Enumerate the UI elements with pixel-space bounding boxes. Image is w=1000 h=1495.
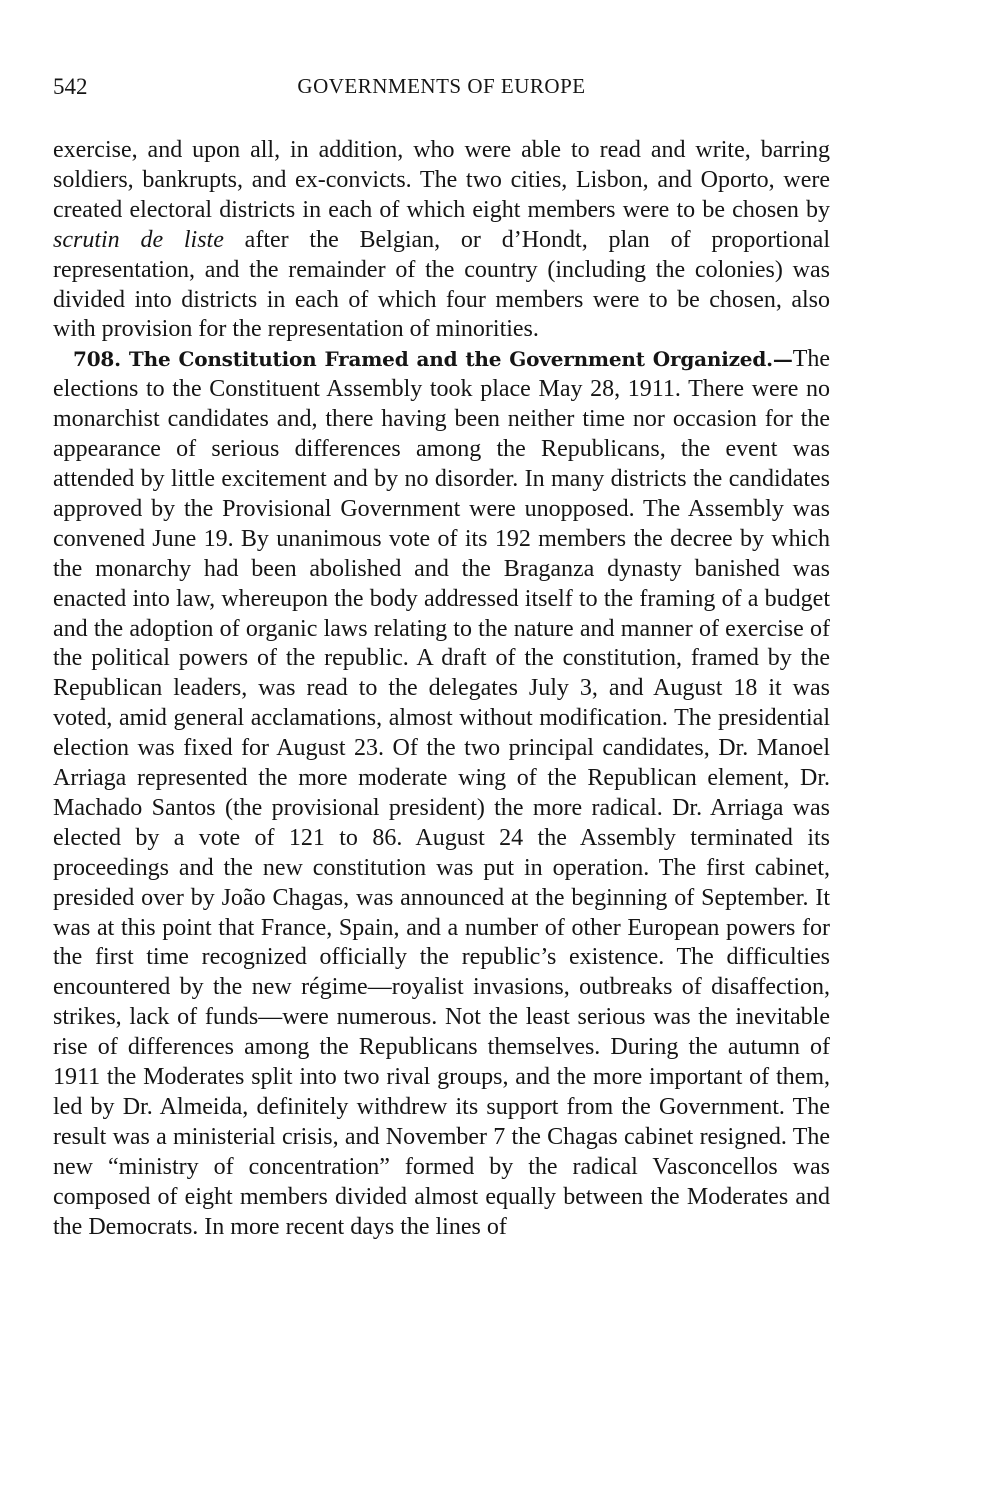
paragraph-text: exercise, and upon all, in addition, who were able to read and write, barring soldiers, bankrupts, and ex-convicts. The two cities, Lisbon, and Oporto, were created electoral districts in each of which eight members were to be chosen by (53, 137, 830, 223)
paragraph-continued (53, 136, 830, 345)
body-text (53, 136, 830, 1243)
italic-phrase: scrutin de liste (53, 226, 224, 253)
book-page (53, 68, 830, 1243)
page-number: 542 (53, 74, 88, 99)
section-heading: 708. The Constitution Framed and the Government Organized.— (73, 347, 793, 372)
paragraph-text: after the Belgian, or d’Hondt, plan of proportional representation, and the remainder of the country (including the colonies) was divided into districts in each of which four members were to be chosen, also with provision for the representation of minorities. (53, 226, 830, 343)
section-text: The elections to the Constituent Assembly took place May 28, 1911. There were no monarchist candidates and, there having been neither time nor occasion for the appearance of serious differences among the Republicans, the event was attended by little excitement and by no disorder. In many districts the candidates approved by the Provisional Government were unopposed. The Assembly was convened June 19. By unanimous vote of its 192 members the decree by which the monarchy had been abolished and the Braganza dynasty banished was enacted into law, whereupon the body addressed itself to the framing of a budget and the adoption of organic laws relating to the nature and manner of exercise of the political powers of the republic. A draft of the constitution, framed by the Republican leaders, was read to the delegates July 3, and August 18 it was voted, amid general acclamations, almost without modification. The presidential election was fixed for August 23. Of the two principal candidates, Dr. Manoel Arriaga represented the more moderate wing of the Republican element, Dr. Machado Santos (the provisional president) the more radical. Dr. Arriaga was elected by a vote of 121 to 86. August 24 the Assembly terminated its proceedings and the new constitution was put in operation. The first cabinet, presided over by João Chagas, was announced at the beginning of September. It was at this point that France, Spain, and a number of other European powers for the first time recognized officially the republic’s existence. The difficulties encountered by the new régime—royalist invasions, outbreaks of disaffection, strikes, lack of funds—were numerous. Not the least serious was the inevitable rise of differences among the Republicans themselves. During the autumn of 1911 the Moderates split into two rival groups, and the more important of them, led by Dr. Almeida, definitely withdrew its support from the Government. The result was a ministerial crisis, and November 7 the Chagas cabinet resigned. The new “ministry of concentration” formed by the radical Vasconcellos was composed of eight members divided almost equally between the Moderates and the Democrats. In more recent days the lines of (53, 346, 830, 1240)
running-head (53, 68, 830, 108)
running-title: GOVERNMENTS OF EUROPE (297, 74, 586, 98)
section-paragraph (53, 345, 830, 1242)
